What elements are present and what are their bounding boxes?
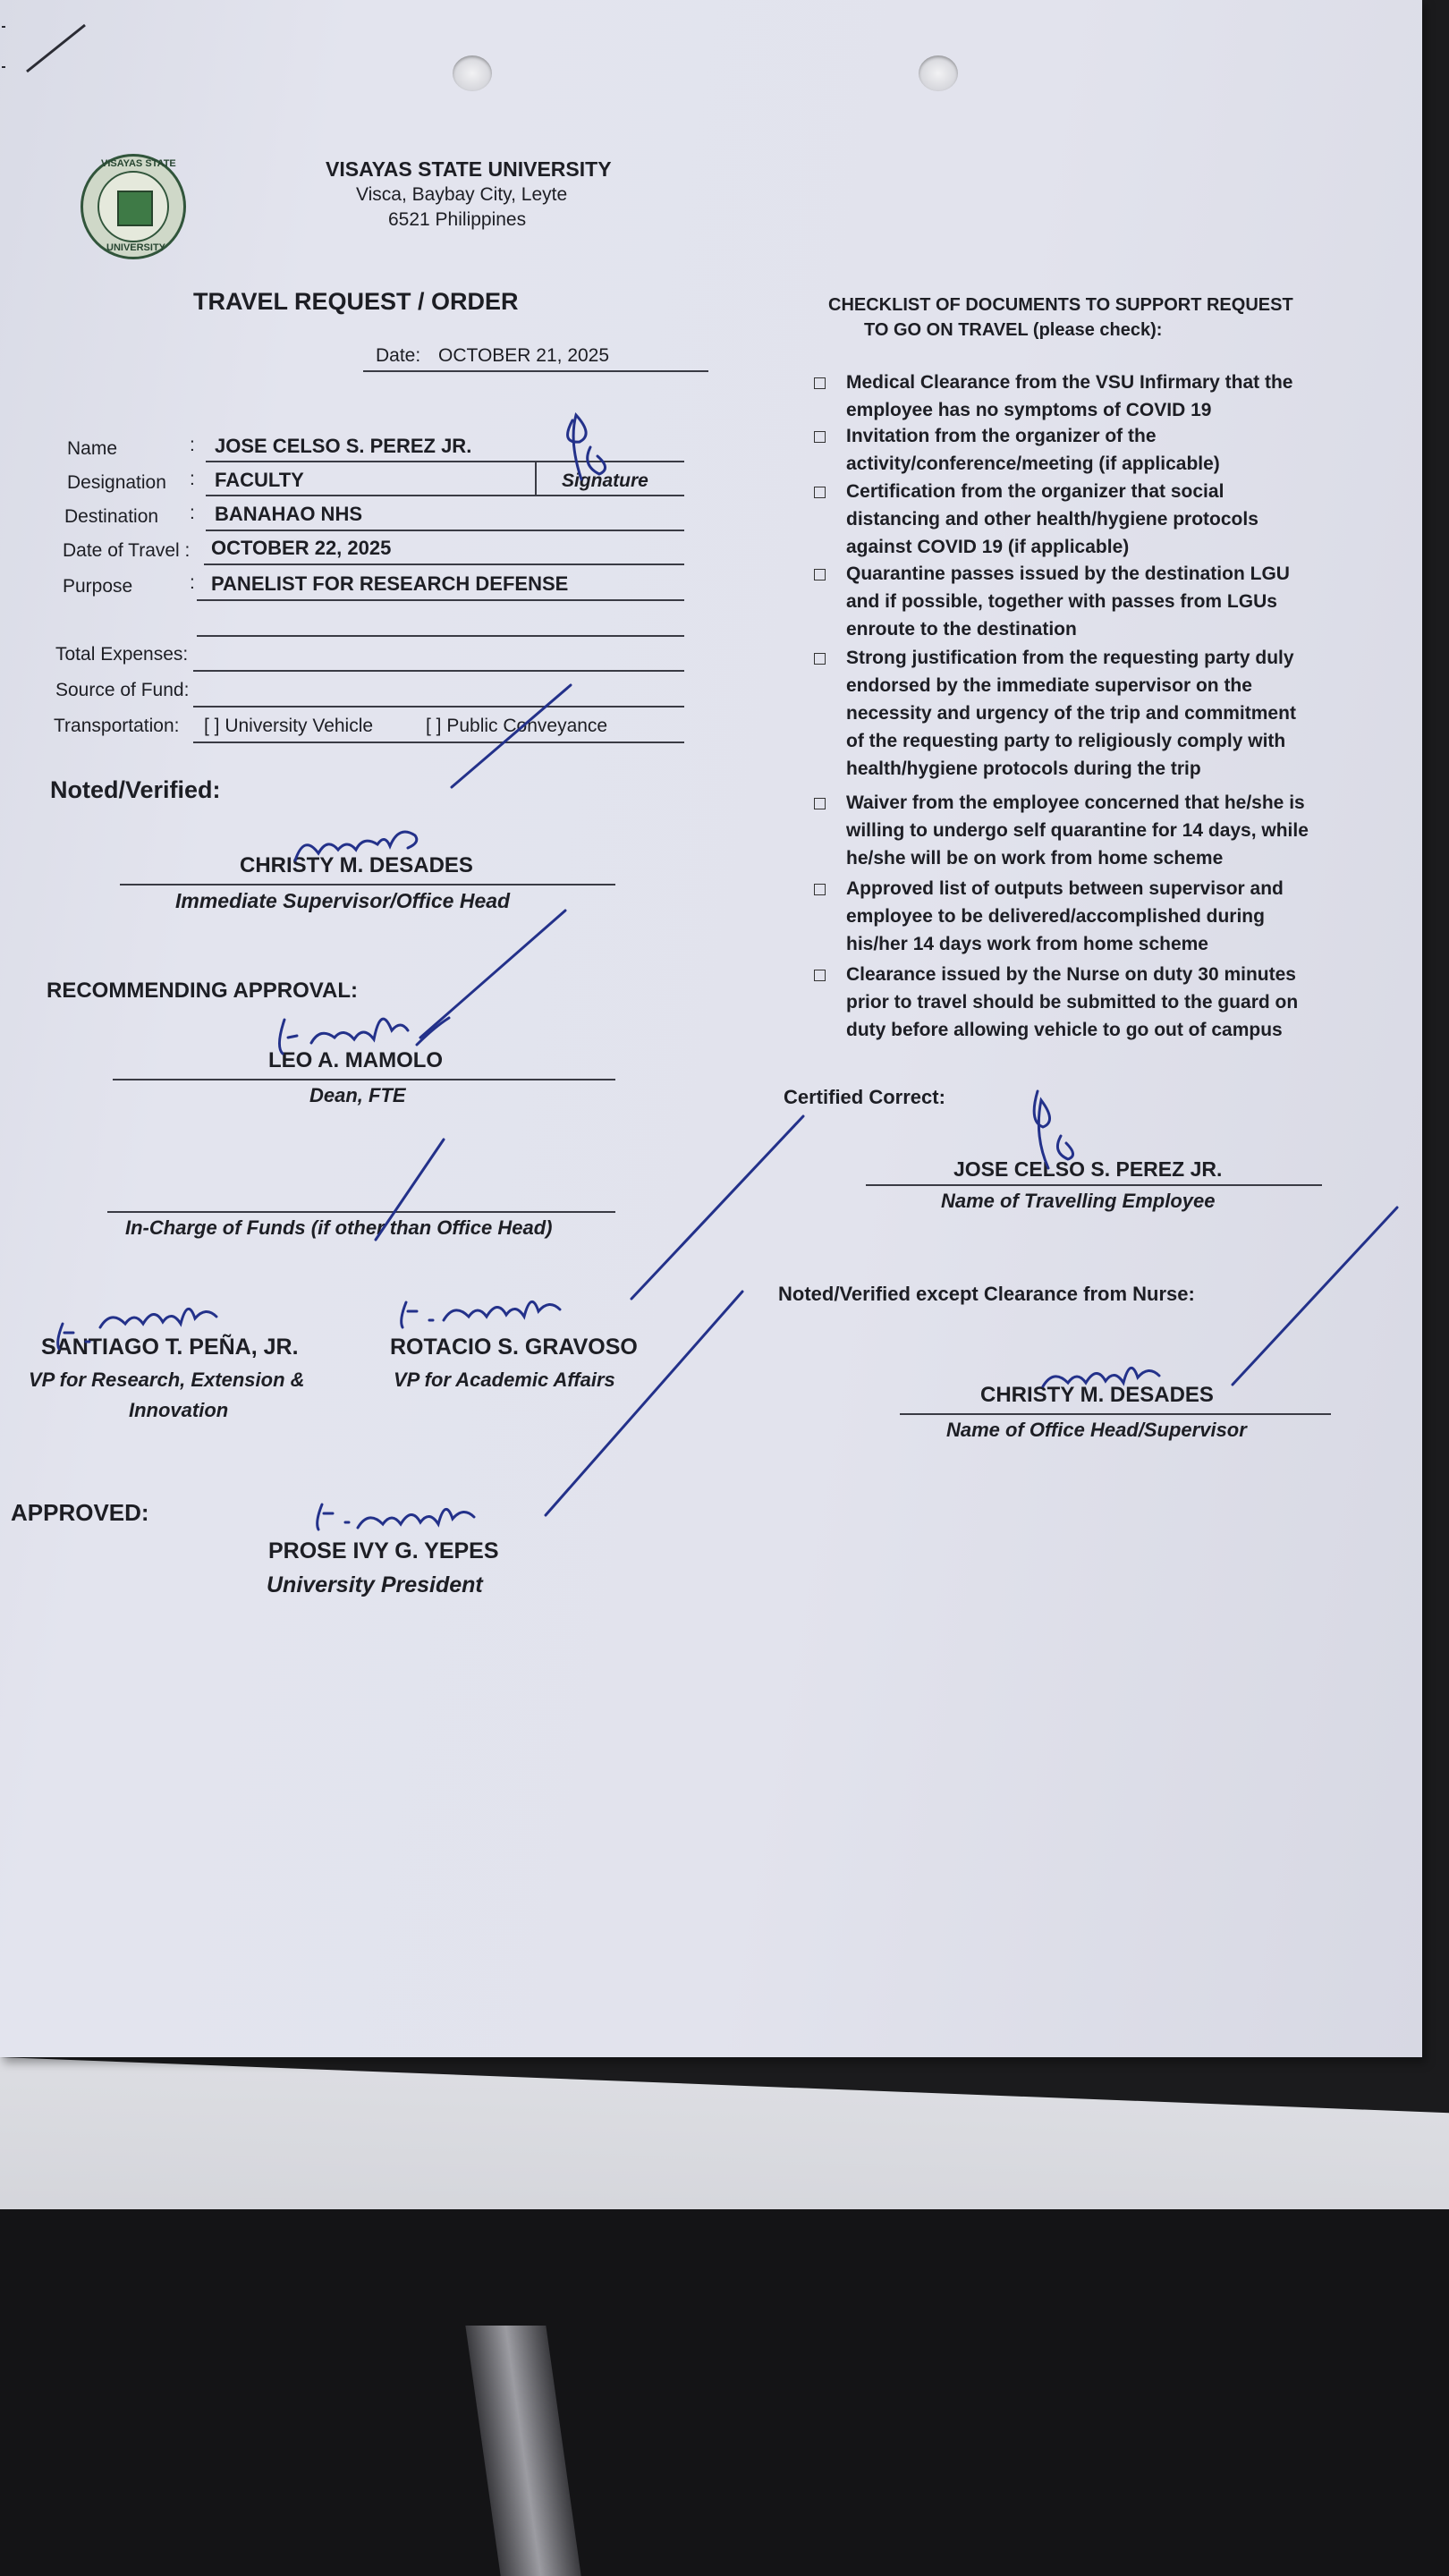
checklist-item-text: Quarantine passes issued by the destination LGU: [846, 564, 1290, 584]
checklist-checkbox[interactable]: [814, 431, 826, 443]
checklist-checkbox[interactable]: [814, 970, 826, 981]
recommending-name: LEO A. MAMOLO: [268, 1048, 444, 1072]
name-underline: [206, 461, 684, 462]
checklist-checkbox[interactable]: [814, 798, 826, 809]
purpose-label: Purpose: [63, 576, 133, 597]
checklist-item-text: endorsed by the immediate supervisor on the: [846, 675, 1252, 696]
checklist-item-text: Invitation from the organizer of the: [846, 426, 1157, 446]
university-address: Visca, Baybay City, Leyte: [356, 184, 568, 205]
seal-text-top: VISAYAS STATE: [101, 158, 176, 169]
recommending-underline: [113, 1079, 615, 1080]
certified-correct-label: Certified Correct:: [784, 1086, 945, 1108]
checklist-checkbox[interactable]: [814, 569, 826, 580]
checklist-item-text: activity/conference/meeting (if applicable): [846, 453, 1220, 474]
funds-underline: [107, 1211, 615, 1213]
destination-underline: [206, 530, 684, 531]
checklist-subtitle: TO GO ON TRAVEL (please check):: [864, 320, 1163, 340]
checklist-item-text: prior to travel should be submitted to the guard on: [846, 992, 1299, 1013]
certified-underline: [866, 1184, 1322, 1186]
colon: :: [190, 572, 195, 593]
checklist-item-text: enroute to the destination: [846, 619, 1077, 640]
corner-pen-mark-icon: [0, 0, 107, 107]
noted-nurse-name: CHRISTY M. DESADES: [980, 1383, 1214, 1407]
checklist-checkbox[interactable]: [814, 487, 826, 498]
name-value: JOSE CELSO S. PEREZ JR.: [215, 435, 472, 457]
checklist-item-text: Certification from the organizer that social: [846, 481, 1224, 502]
university-seal-icon: [80, 154, 186, 259]
colon: :: [190, 469, 195, 489]
checklist-item-text: employee to be delivered/accomplished during: [846, 906, 1265, 927]
transportation-label: Transportation:: [54, 716, 180, 736]
date-value: OCTOBER 21, 2025: [438, 345, 610, 366]
designation-label: Designation: [67, 472, 166, 493]
checklist-title: CHECKLIST OF DOCUMENTS TO SUPPORT REQUEST: [828, 295, 1293, 315]
vp1-title-line2: Innovation: [129, 1399, 229, 1421]
dark-background: [0, 2209, 1449, 2576]
checklist-item-text: and if possible, together with passes from LGUs: [846, 591, 1277, 612]
president-title: University President: [267, 1572, 483, 1597]
vp1-name: SANTIAGO T. PEÑA, JR.: [41, 1335, 299, 1360]
signature-label: Signature: [562, 470, 648, 491]
designation-underline: [206, 495, 684, 496]
president-name: PROSE IVY G. YEPES: [268, 1538, 499, 1563]
checklist-item-text: distancing and other health/hygiene protocols: [846, 509, 1258, 530]
checklist-item-text: Approved list of outputs between supervisor and: [846, 878, 1284, 899]
name-label: Name: [67, 438, 118, 459]
purpose-underline-2: [197, 635, 684, 637]
checklist-checkbox[interactable]: [814, 653, 826, 665]
university-vehicle-option: [ ] University Vehicle: [204, 716, 374, 736]
noted-underline: [120, 884, 615, 886]
colon: :: [190, 435, 195, 455]
noted-nurse-underline: [900, 1413, 1331, 1415]
checklist-checkbox[interactable]: [814, 884, 826, 895]
checklist-item-text: against COVID 19 (if applicable): [846, 537, 1130, 557]
total-expenses-underline: [193, 670, 684, 672]
funds-title: In-Charge of Funds (if other than Office Head): [125, 1216, 553, 1239]
purpose-underline: [197, 599, 684, 601]
checklist-item-text: of the requesting party to religiously comply with: [846, 731, 1286, 751]
checklist-item-text: Waiver from the employee concerned that he/she is: [846, 792, 1305, 813]
recommending-approval-label: RECOMMENDING APPROVAL:: [47, 979, 358, 1003]
vp2-title: VP for Academic Affairs: [394, 1368, 615, 1391]
checklist-item-text: duty before allowing vehicle to go out of campus: [846, 1020, 1283, 1040]
public-conveyance-option: [ ] Public Conveyance: [426, 716, 608, 736]
approved-label: APPROVED:: [11, 1499, 149, 1526]
vp2-name: ROTACIO S. GRAVOSO: [390, 1335, 638, 1360]
signature-divider: [535, 462, 537, 496]
university-name: VISAYAS STATE UNIVERSITY: [326, 157, 612, 181]
date-of-travel-label: Date of Travel :: [63, 540, 191, 561]
checklist-item-text: Clearance issued by the Nurse on duty 30 minutes: [846, 964, 1296, 985]
noted-nurse-label: Noted/Verified except Clearance from Nurse:: [778, 1283, 1195, 1305]
date-underline: [363, 370, 708, 372]
certified-name: JOSE CELSO S. PEREZ JR.: [953, 1157, 1223, 1181]
checklist-item-text: he/she will be on work from home scheme: [846, 848, 1224, 869]
punch-hole: [453, 55, 492, 91]
checklist-item-text: his/her 14 days work from home scheme: [846, 934, 1208, 954]
checklist-item-text: employee has no symptoms of COVID 19: [846, 400, 1212, 420]
noted-verified-label: Noted/Verified:: [50, 776, 221, 803]
source-fund-underline: [193, 706, 684, 708]
source-fund-label: Source of Fund:: [55, 680, 190, 700]
seal-text-bottom: UNIVERSITY: [106, 242, 166, 253]
date-label: Date:: [376, 345, 421, 366]
checklist-item-text: willing to undergo self quarantine for 14 days, while: [846, 820, 1309, 841]
checklist-checkbox[interactable]: [814, 377, 826, 389]
destination-value: BANAHAO NHS: [215, 503, 362, 525]
checklist-item-text: health/hygiene protocols during the trip: [846, 758, 1201, 779]
destination-label: Destination: [64, 506, 159, 527]
designation-value: FACULTY: [215, 469, 304, 491]
noted-nurse-title: Name of Office Head/Supervisor: [946, 1419, 1247, 1441]
certified-title: Name of Travelling Employee: [941, 1190, 1216, 1212]
university-zip: 6521 Philippines: [388, 209, 527, 230]
checklist-item-text: Strong justification from the requesting party duly: [846, 648, 1294, 668]
noted-title: Immediate Supervisor/Office Head: [175, 889, 511, 912]
recommending-title: Dean, FTE: [309, 1084, 406, 1106]
vp1-title: VP for Research, Extension &: [29, 1368, 305, 1391]
checklist-item-text: necessity and urgency of the trip and commitment: [846, 703, 1296, 724]
total-expenses-label: Total Expenses:: [55, 644, 189, 665]
transportation-underline: [193, 741, 684, 743]
punch-hole: [919, 55, 958, 91]
colon: :: [190, 503, 195, 523]
date-of-travel-value: OCTOBER 22, 2025: [211, 537, 392, 559]
form-title: TRAVEL REQUEST / ORDER: [193, 288, 519, 315]
checklist-item-text: Medical Clearance from the VSU Infirmary that the: [846, 372, 1293, 393]
noted-name: CHRISTY M. DESADES: [240, 853, 473, 877]
purpose-value: PANELIST FOR RESEARCH DEFENSE: [211, 572, 569, 595]
date-of-travel-underline: [204, 564, 684, 565]
